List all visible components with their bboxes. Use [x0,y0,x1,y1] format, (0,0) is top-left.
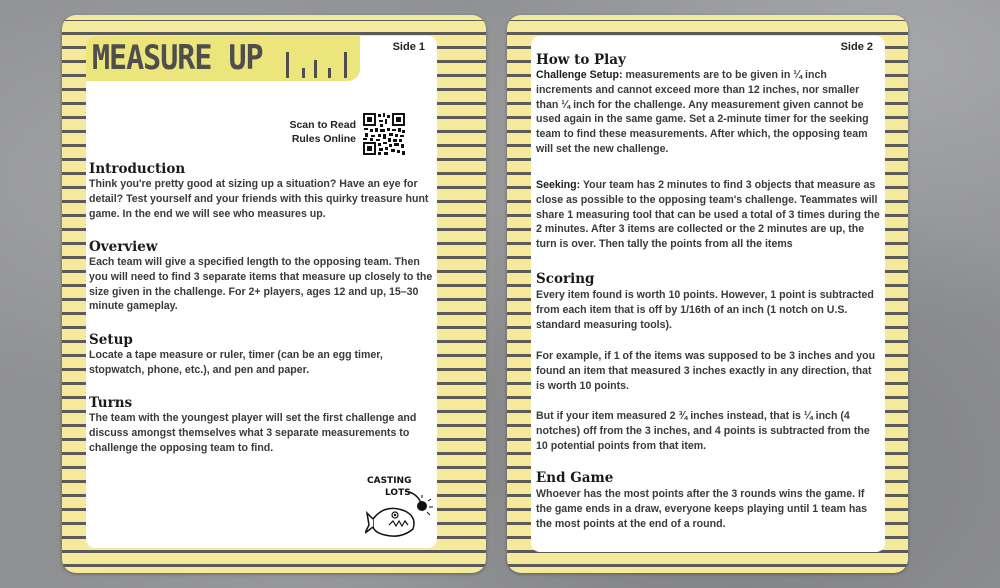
side-label: Side 2 [840,41,873,53]
seeking-text [536,178,883,252]
how-to-play-heading: How to Play [536,52,626,68]
game-title: MEASURE UP [92,39,263,79]
turns-heading: Turns [89,395,133,411]
ruler-marks-icon [256,48,356,78]
title-band [86,36,360,81]
qr-code-icon[interactable] [362,112,406,156]
overview-heading: Overview [89,239,158,255]
scoring-text-1: Every item found is worth 10 points. However, 1 point is subtracted from each item that is off by 1/16th of an inch (1 notch on U.S. standard measuring tools). [536,289,874,331]
challenge-setup-lead: Challenge Setup: [536,69,623,81]
seeking-lead: Seeking: [536,179,581,191]
rules-card-side-1 [62,15,486,573]
intro-heading: Introduction [89,161,186,177]
svg-text:CASTING: CASTING [367,476,412,486]
casting-lots-logo [365,473,435,548]
anglerfish-icon [365,473,435,545]
side-1-panel [86,36,437,548]
setup-heading: Setup [89,332,133,348]
seeking-body: Your team has 2 minutes to find 3 objects that measure as close as possible to the opposing team's challenge. Teammates will share 1 measuring tool that can be used a total of 3 times during the 2 minutes. After 3 items are collected or the 2 minutes are up, the turn is over. Then tally the points from all the items [536,179,880,251]
end-game-heading: End Game [536,470,614,486]
end-game-text: Whoever has the most points after the 3 rounds wins the game. If the game ends in a draw, everyone keeps playing until 1 team has the most points at the end of a round. [536,488,868,530]
scoring-heading: Scoring [536,271,595,287]
svg-text:LOTS: LOTS [385,488,411,498]
qr-label: Scan to Read Rules Online [289,119,356,145]
scoring-text-2: For example, if 1 of the items was supposed to be 3 inches and you found an item that measured 3 inches exactly in any direction, that is worth 10 points. [536,350,876,392]
challenge-setup-text [536,68,883,157]
setup-text: Locate a tape measure or ruler, timer (can be an egg timer, stopwatch, phone, etc.), and pen and paper. [89,349,383,376]
side-2-panel [531,36,885,552]
scoring-text-3: But if your item measured 2 ¾ inches instead, that is ¼ inch (4 notches) off from the 3 inches, and 4 points is subtracted from the 10 potential points from that item. [536,410,870,452]
challenge-setup-body: measurements are to be given in ¼ inch increments and cannot exceed more than 12 inches, nor smaller than ¼ inch for the challenge. Any measurement given cannot be used again in the same game. Set a 2-minute timer for the seeking team to find these measurements. After which, the opposing team will set the new challenge. [536,69,869,155]
overview-text: Each team will give a specified length to the opposing team. Then you will need to find 3 separate items that measure up closely to the size given in the challenge. For 2+ players, ages 12 and up, 15–30 minute gameplay. [89,256,433,313]
side-label: Side 1 [392,41,425,53]
rules-card-side-2 [507,15,908,573]
intro-text: Think you're pretty good at sizing up a situation? Have an eye for detail? Test yourself and your friends with this quirky treasure hunt game. In the end we will see who measures up. [89,178,429,220]
turns-text: The team with the youngest player will set the first challenge and discuss amongst themselves what 3 separate measurements to challenge the opposing team to find. [89,412,417,454]
